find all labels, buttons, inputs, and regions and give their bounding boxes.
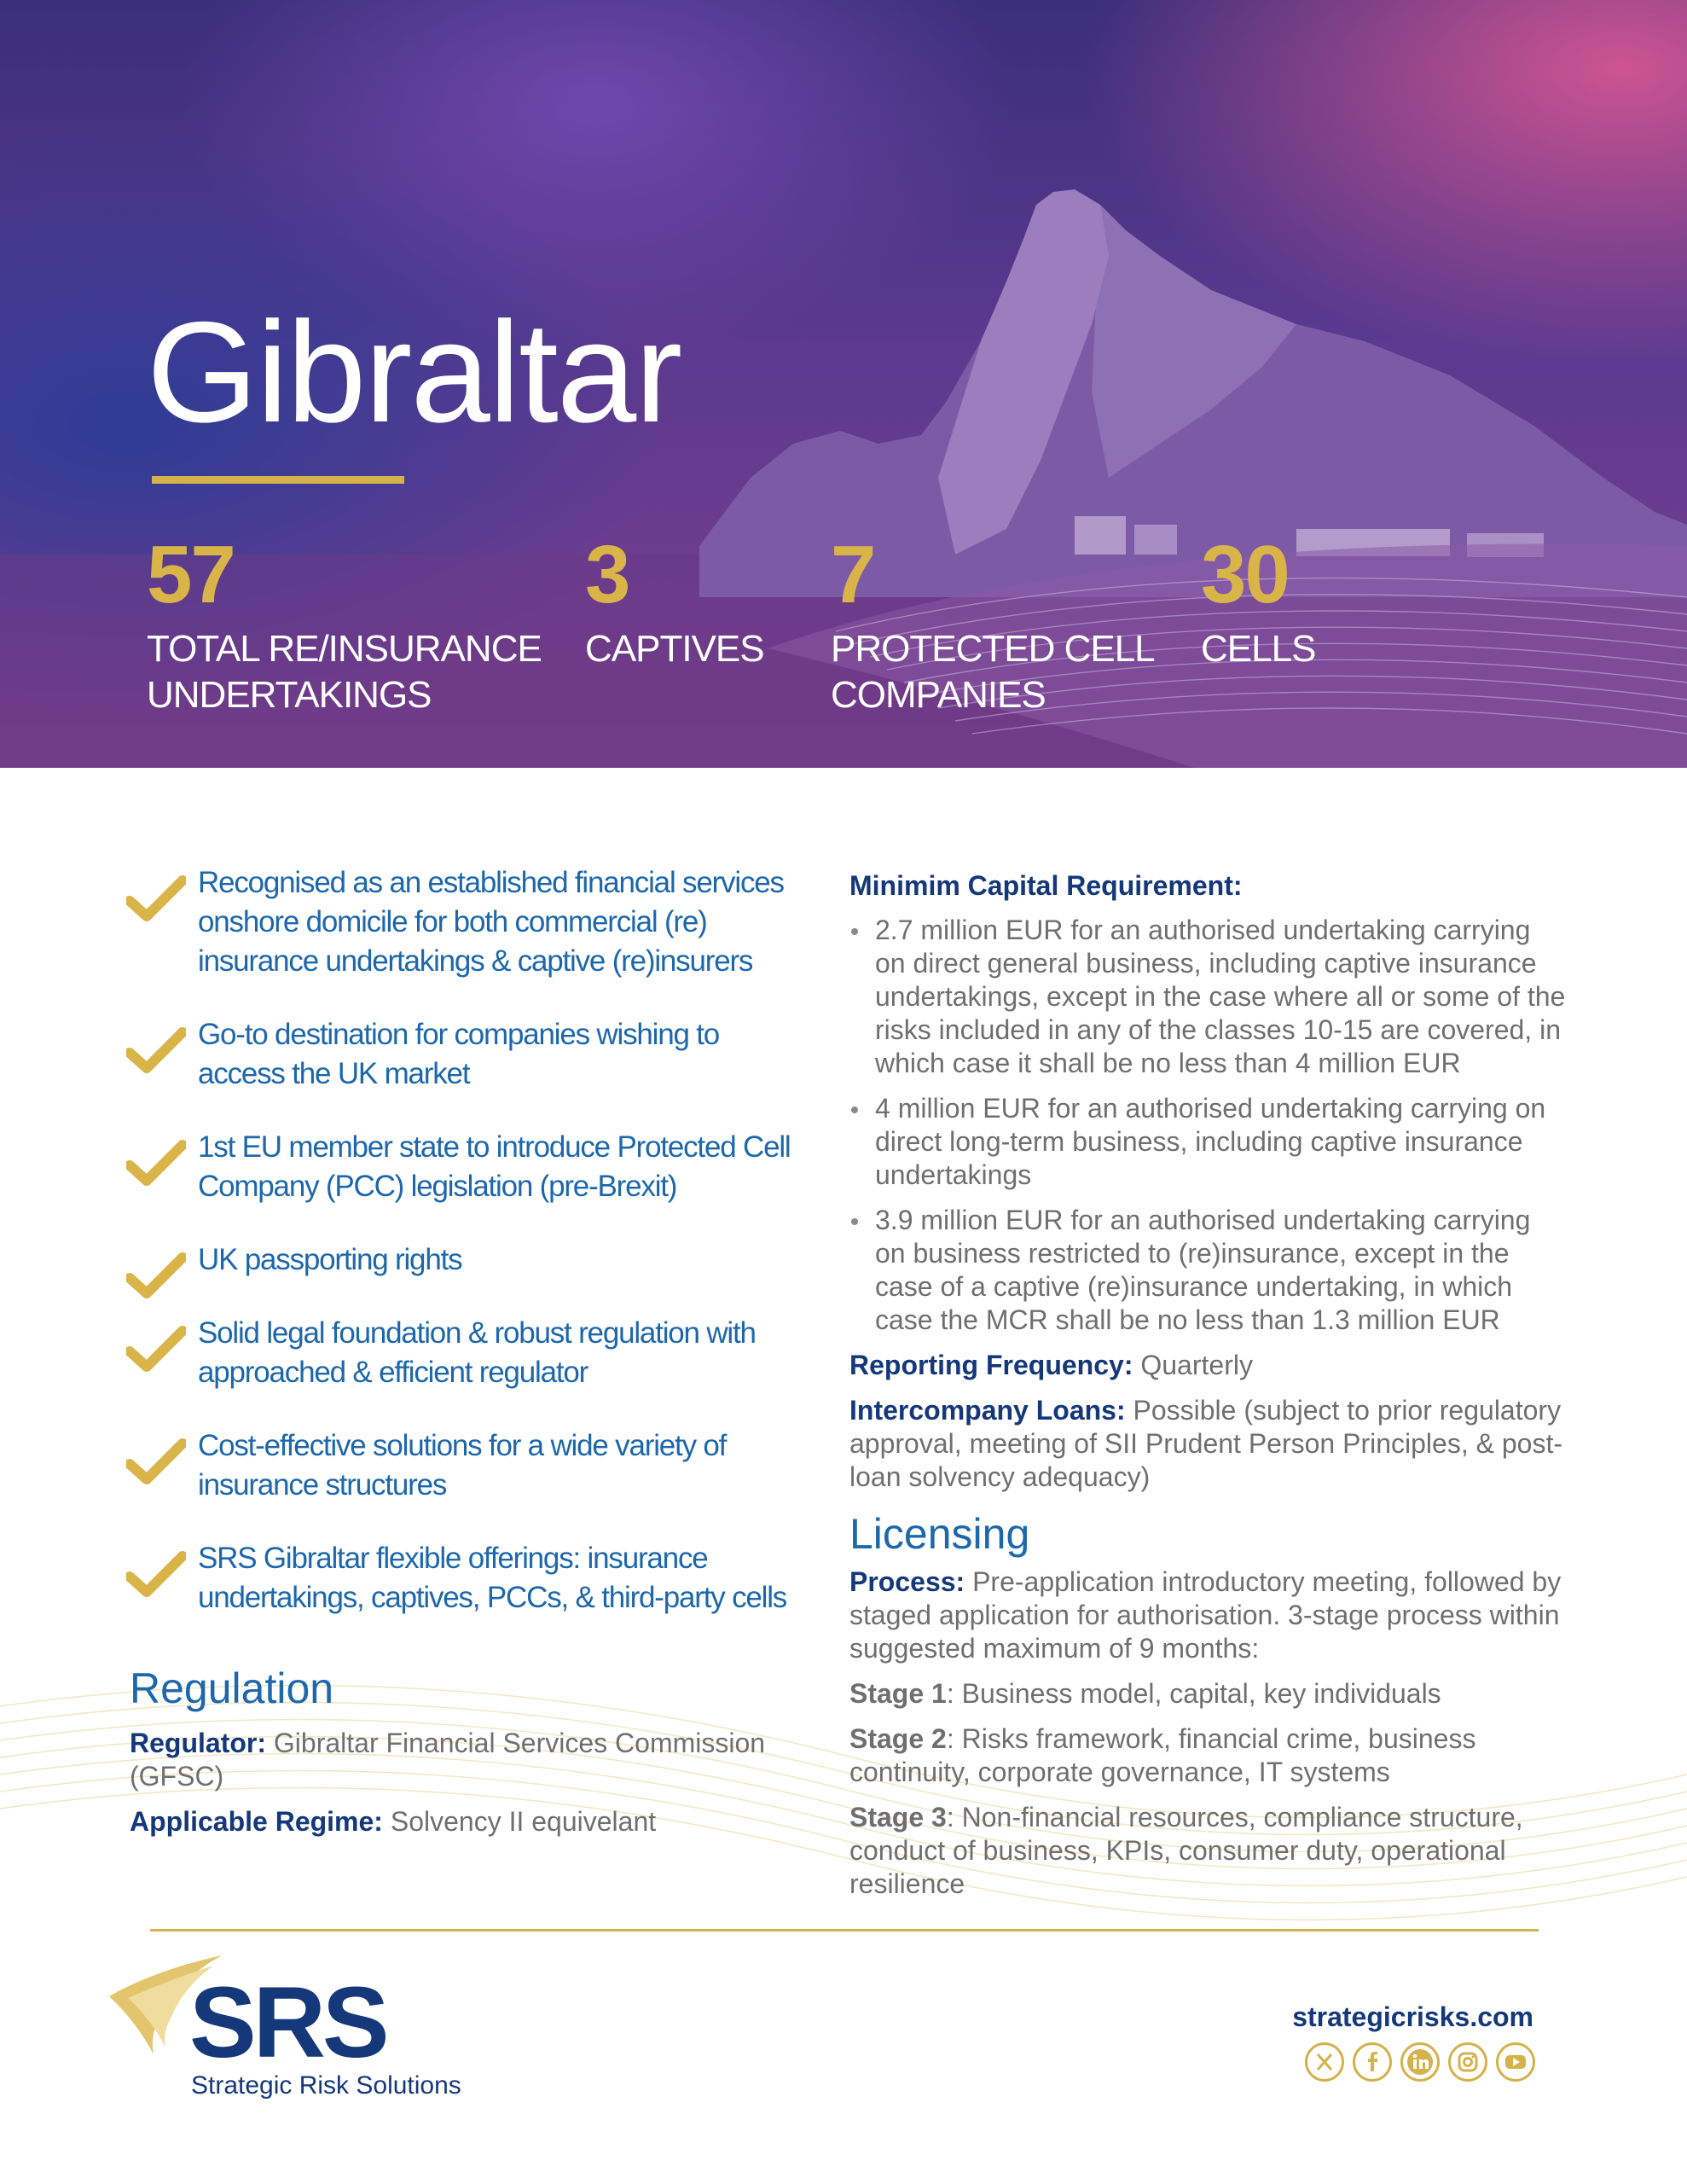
capital-requirement-heading: Minimim Capital Requirement: [849, 870, 1243, 901]
stat-label: PROTECTED CELL COMPANIES [831, 628, 1155, 716]
benefit-text: SRS Gibraltar flexible offerings: insurance undertakings, captives, PCCs, & third-party cells [198, 1542, 787, 1614]
website-link[interactable]: strategicrisks.com [1292, 2001, 1533, 2032]
social-links [1305, 2042, 1535, 2082]
x-icon[interactable] [1305, 2042, 1344, 2082]
regulator-value: Gibraltar Financial Services Commission (GFSC) [130, 1728, 766, 1792]
instagram-icon[interactable] [1448, 2042, 1487, 2082]
checkmark-icon [126, 1438, 186, 1484]
licensing-stage-2: Stage 2: Risks framework, financial crime, business continuity, corporate governance, IT systems [849, 1723, 1476, 1787]
bullet-icon [851, 1218, 858, 1225]
regime-value: Solvency II equivelant [382, 1806, 657, 1837]
list-item [126, 1314, 809, 1392]
benefit-text: Go-to destination for companies wishing to access the UK market [198, 1018, 720, 1090]
footer-divider [150, 1929, 1539, 1931]
regulation-heading: Regulation [130, 1664, 334, 1712]
regulation-section [130, 1664, 812, 1838]
checkmark-icon [126, 1252, 186, 1298]
benefits-list [126, 863, 809, 1652]
stat-protected-cell-companies [831, 529, 1155, 718]
stat-label: CELLS [1201, 628, 1316, 670]
licensing-heading: Licensing [849, 1510, 1030, 1558]
stat-captives [585, 529, 764, 672]
checkmark-icon [126, 875, 186, 921]
checkmark-icon [126, 1326, 186, 1372]
stat-number: 30 [1201, 529, 1289, 620]
bullet-icon [851, 1107, 858, 1113]
capital-requirement-list [849, 914, 1566, 1337]
checkmark-icon [126, 1551, 186, 1597]
regime-label: Applicable Regime: [130, 1806, 383, 1837]
licensing-stage-1: Stage 1: Business model, capital, key individuals [849, 1678, 1441, 1709]
bullet-icon [851, 928, 858, 935]
hero-banner [0, 0, 1687, 768]
stat-number: 57 [147, 529, 235, 620]
list-item [126, 1539, 809, 1618]
reporting-frequency: Reporting Frequency: Quarterly [849, 1350, 1253, 1380]
page-title: Gibraltar [147, 292, 681, 452]
title-underline [152, 476, 404, 484]
list-item: 2.7 million EUR for an authorised undertaking carrying on direct general business, including captive insurance undertakings, except in the case where all or some of the risks included in any of the classes 10-15 are covered, in which case it shall be no less than 4 million EUR [849, 914, 1566, 1080]
intercompany-loans: Intercompany Loans: Possible (subject to prior regulatory approval, meeting of SII Prudent Person Principles, & post-loan solvency adequacy) [849, 1395, 1562, 1492]
stat-label: TOTAL RE/INSURANCE UNDERTAKINGS [147, 628, 542, 716]
benefit-text: Recognised as an established financial services onshore domicile for both commercial (re) insurance undertakings & captive (re)insurers [198, 866, 784, 978]
stat-number: 7 [831, 529, 875, 620]
srs-logo-subtitle: Strategic Risk Solutions [191, 2071, 461, 2100]
benefit-text: UK passporting rights [198, 1243, 462, 1276]
stat-label: CAPTIVES [585, 628, 764, 670]
regime-line [130, 1805, 812, 1838]
regulator-line [130, 1727, 812, 1793]
srs-logo-text: SRS [189, 1966, 386, 2079]
list-item [126, 863, 809, 981]
list-item [126, 1240, 809, 1280]
licensing-stage-3: Stage 3: Non-financial resources, compliance structure, conduct of business, KPIs, consumer duty, operational resilience [849, 1802, 1523, 1899]
benefit-text: Solid legal foundation & robust regulation with approached & efficient regulator [198, 1316, 756, 1389]
benefit-text: 1st EU member state to introduce Protected Cell Company (PCC) legislation (pre-Brexit) [198, 1130, 791, 1203]
list-item [126, 1128, 809, 1206]
list-item: 3.9 million EUR for an authorised undertaking carrying on business restricted to (re)insurance, except in the case of a captive (re)insurance undertaking, in which case the MCR shall be no less than 1.3 million EUR [849, 1204, 1566, 1337]
list-item: 4 million EUR for an authorised undertaking carrying on direct long-term business, including captive insurance undertakings [849, 1092, 1566, 1192]
benefit-text: Cost-effective solutions for a wide variety of insurance structures [198, 1429, 727, 1502]
youtube-icon[interactable] [1496, 2042, 1535, 2082]
linkedin-icon[interactable] [1400, 2042, 1440, 2082]
stat-number: 3 [585, 529, 629, 620]
checkmark-icon [126, 1027, 186, 1073]
right-column [849, 870, 1566, 1901]
regulator-label: Regulator: [130, 1728, 266, 1758]
list-item [126, 1426, 809, 1505]
licensing-process: Process: Pre-application introductory meeting, followed by staged application for authorisation. 3-stage process within suggested maximum of 9 months: [849, 1566, 1562, 1664]
stat-total-undertakings [147, 529, 542, 718]
facebook-icon[interactable] [1353, 2042, 1392, 2082]
list-item [126, 1015, 809, 1094]
stat-cells [1201, 529, 1316, 672]
checkmark-icon [126, 1140, 186, 1186]
